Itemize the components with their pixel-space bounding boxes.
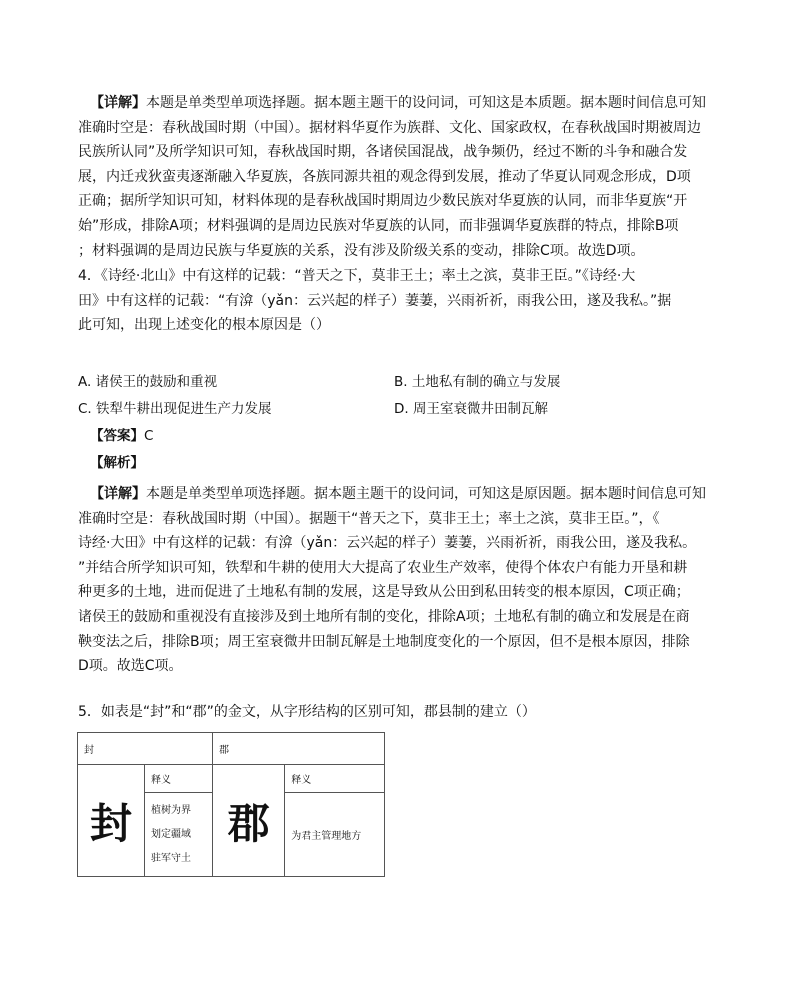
jun-gloss-header: 释义 xyxy=(285,765,385,793)
q4-detail-line: 【详解】本题是单类型单项选择题。据本题主题干的设问词，可知这是原因题。据本题时间信息可知 xyxy=(90,486,706,502)
q4-option-d: D. 周王室衰微井田制瓦解 xyxy=(394,401,548,417)
q3-detail-line: 民族所认同”及所学知识可知，春秋战国时期，各诸侯国混战，战争频仍，经过不断的斗争和融合发 xyxy=(78,144,688,161)
q4-stem-line: 田》中有这样的记载：“有渰（yǎn：云兴起的样子）萋萋，兴雨祈祈，雨我公田，遂及我私。”据 xyxy=(78,292,672,309)
q3-detail-line: ；材料强调的是周边民族与华夏族的关系，没有涉及阶级关系的变动，排除C项。故选D项。 xyxy=(78,242,645,259)
q5-stem xyxy=(78,700,718,725)
feng-gloss-header: 释义 xyxy=(145,765,213,793)
q3-detail-line: 正确；据所学知识可知，材料体现的是春秋战国时期周边少数民族对华夏族的认同，而非华夏族“开 xyxy=(78,193,688,210)
section-tag: 【详解】 xyxy=(90,486,146,502)
table-header-jun: 郡 xyxy=(213,733,385,765)
q3-detail xyxy=(78,91,718,263)
q3-detail-line: 始”形成，排除A项；材料强调的是周边民族对华夏族的认同，而非强调华夏族群的特点，排除B项 xyxy=(78,217,679,234)
q4-detail-line: 种更多的土地，进而促进了土地私有制的发展，这是导致从公田到私田转变的根本原因，C项正确； xyxy=(78,584,690,601)
q4-analysis-label xyxy=(90,451,144,471)
section-tag: 【详解】 xyxy=(90,95,146,111)
q4-detail xyxy=(78,482,718,679)
feng-gloss-item: 划定疆域 xyxy=(151,828,191,840)
q4-detail-line: 诸侯王的鼓励和重视没有直接涉及到土地所有制的变化，排除A项；土地私有制的确立和发展是在商 xyxy=(78,608,690,625)
q4-detail-line: 诗经·大田》中有这样的记载：有渰（yǎn：云兴起的样子）萋萋，兴雨祈祈，雨我公田，遂及我私。 xyxy=(78,535,697,552)
q4-stem xyxy=(78,264,718,338)
jun-gloss: 为君主管理地方 xyxy=(285,793,385,877)
feng-gloss-item: 植树为界 xyxy=(151,804,191,816)
q3-detail-line: 准确时空是：春秋战国时期（中国）。据材料华夏作为族群、文化、国家政权，在春秋战国时期被周边 xyxy=(78,119,701,136)
q5-stem-line: 5．如表是“封”和“郡”的金文，从字形结构的区别可知，郡县制的建立（） xyxy=(78,704,536,720)
jun-bronze-glyph: 郡 xyxy=(213,765,285,877)
q4-stem-line: 4．《诗经·北山》中有这样的记载：“普天之下，莫非王土；率土之滨，莫非王臣。”《诗经·大 xyxy=(78,268,636,284)
q4-detail-line: 准确时空是：春秋战国时期（中国）。据题干“普天之下，莫非王土；率土之滨，莫非王臣。”，《 xyxy=(78,510,660,527)
glyph-table xyxy=(77,732,385,877)
feng-gloss-item: 驻军守土 xyxy=(151,852,191,864)
feng-gloss xyxy=(145,793,213,877)
q4-stem-line: 此可知，出现上述变化的根本原因是（） xyxy=(78,317,330,334)
q3-detail-line: 【详解】本题是单类型单项选择题。据本题主题干的设问词，可知这是本质题。据本题时间信息可知 xyxy=(90,95,706,111)
q4-option-b: B. 土地私有制的确立与发展 xyxy=(394,374,561,390)
q4-answer: 【答案】C xyxy=(90,428,154,444)
q4-detail-line: D项。故选C项。 xyxy=(78,658,183,675)
table-header-feng: 封 xyxy=(78,733,213,765)
section-tag: 【答案】 xyxy=(90,428,144,444)
feng-bronze-glyph: 封 xyxy=(78,765,145,877)
q4-detail-line: 鞅变法之后，排除B项；周王室衰微井田制瓦解是土地制度变化的一个原因，但不是根本原因，排除 xyxy=(78,633,690,650)
q4-detail-line: ”并结合所学知识可知，铁犁和牛耕的使用大大提高了农业生产效率，使得个体农户有能力开垦和耕 xyxy=(78,559,688,576)
section-tag: 【解析】 xyxy=(90,455,144,471)
q4-option-a: A. 诸侯王的鼓励和重视 xyxy=(78,374,218,390)
q3-detail-line: 展，内迁戎狄蛮夷逐渐融入华夏族，各族同源共祖的观念得到发展，推动了华夏认同观念形成，D项 xyxy=(78,168,691,185)
q4-option-c: C. 铁犁牛耕出现促进生产力发展 xyxy=(78,401,272,417)
